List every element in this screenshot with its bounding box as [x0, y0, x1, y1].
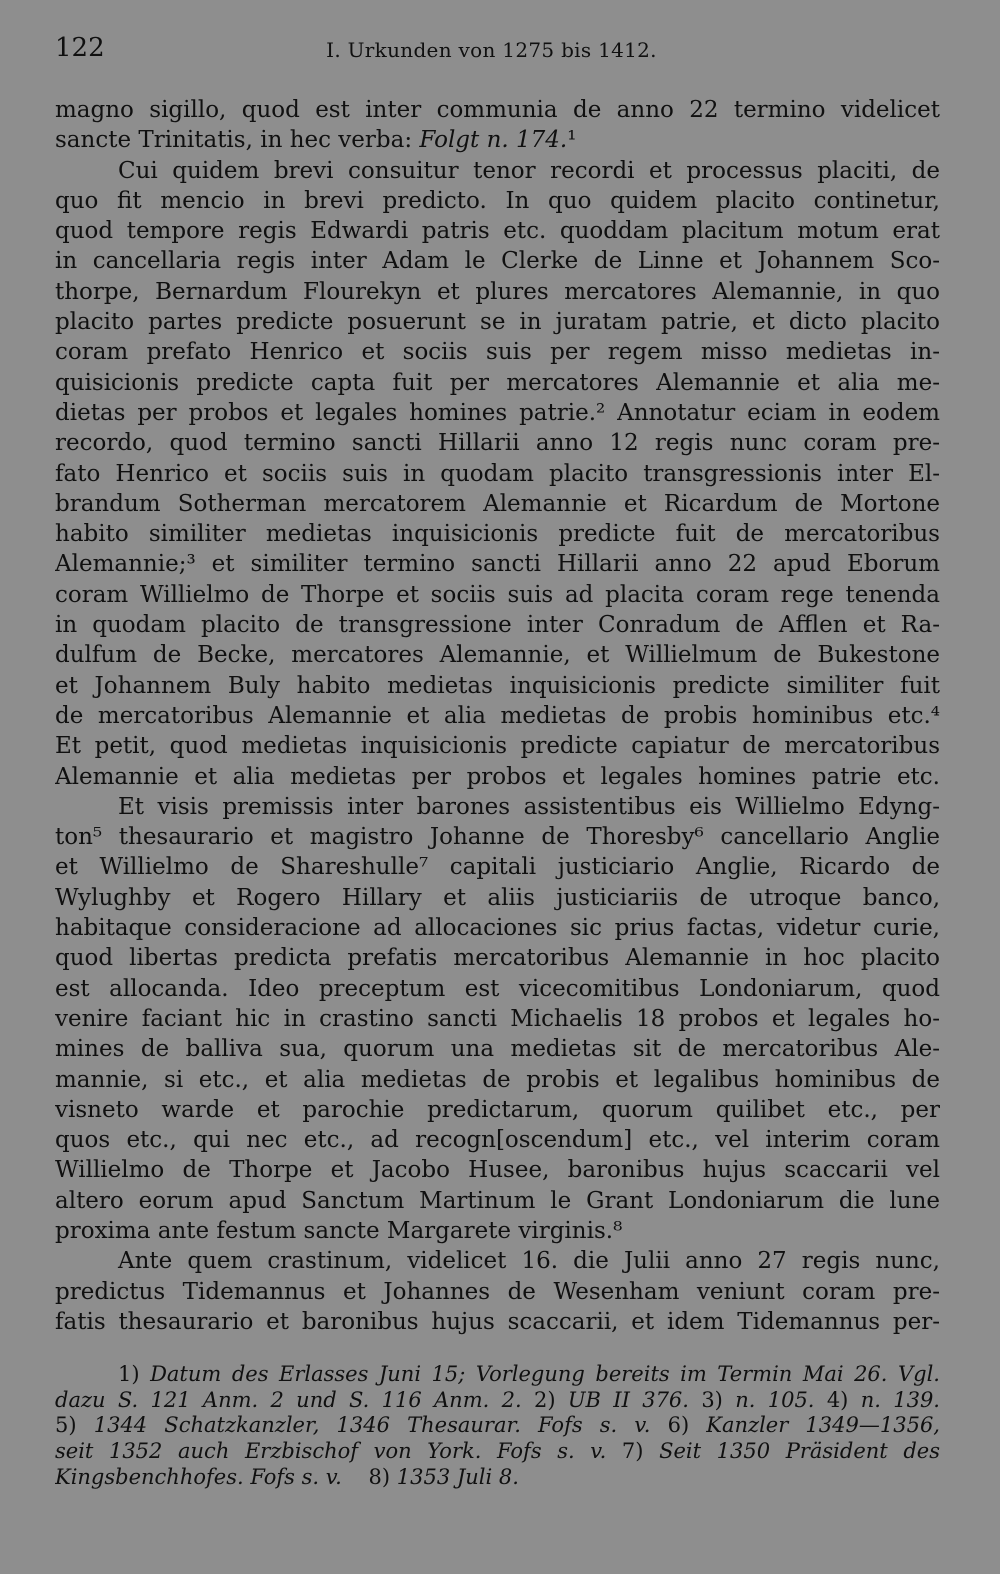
text-line: coram prefato Henrico et sociis suis per regem misso medietas in- [55, 339, 940, 366]
text-line: fato Henrico et sociis suis in quodam placito transgressionis inter El- [55, 460, 940, 487]
footnote-number: 1) [118, 1362, 140, 1386]
footnote-text: n. 139. [860, 1387, 940, 1412]
text-line: Alemannie et alia medietas per probos et legales homines patrie etc. [55, 763, 940, 790]
text-line: placito partes predicte posuerunt se in juratam patrie, et dicto placito [55, 309, 940, 336]
cross-reference: Folgt n. 174. [419, 127, 568, 154]
text-line [55, 125, 940, 155]
footnote-line [55, 1388, 940, 1414]
text-line: coram Willielmo de Thorpe et sociis suis ad placita coram rege tenenda [55, 581, 940, 608]
footnote-line [55, 1439, 940, 1465]
text-line: quo fit mencio in brevi predicto. In quo quidem placito continetur, [55, 187, 940, 214]
footnote-text: Kanzler 1349—1356, [706, 1413, 940, 1438]
text-line: magno sigillo, quod est inter communia de anno 22 termino videlicet [55, 97, 940, 123]
footnote-number: 2) [533, 1387, 556, 1412]
footnote-number: 4) [826, 1387, 849, 1412]
footnote-text: dazu S. 121 Anm. 2 und S. 116 Anm. 2. [55, 1387, 522, 1412]
text-line: Et visis premissis inter barones assistentibus eis Willielmo Edyng- [118, 793, 940, 820]
text-line: Cui quidem brevi consuitur tenor recordi et processus placiti, de [118, 157, 940, 184]
text-line: ton⁵ thesaurario et magistro Johanne de Thoresby⁶ cancellario Anglie [55, 824, 940, 851]
text-line: brandum Sotherman mercatorem Alemannie et Ricardum de Mortone [55, 490, 940, 517]
text-line: in quodam placito de transgressione inter Conradum de Afflen et Ra- [55, 612, 940, 639]
footnote-text: Seit 1350 Präsident des [659, 1439, 940, 1464]
text-line: thorpe, Bernardum Flourekyn et plures mercatores Alemannie, in quo [55, 278, 940, 305]
text-line: habito similiter medietas inquisicionis predicte fuit de mercatoribus [55, 521, 940, 548]
footnote-text: Datum des Erlasses Juni 15; Vorlegung bereits im Termin Mai 26. Vgl. [150, 1362, 940, 1386]
text-line: Et petit, quod medietas inquisicionis predicte capiatur de mercatoribus [55, 733, 940, 760]
page-number: 122 [55, 33, 105, 63]
text-line: quos etc., qui nec etc., ad recogn[oscendum] etc., vel interim coram [55, 1127, 940, 1154]
text-line: est allocanda. Ideo preceptum est vicecomitibus Londoniarum, quod [55, 975, 940, 1002]
footnotes [55, 1362, 940, 1490]
text-line: fatis thesaurario et baronibus hujus scaccarii, et idem Tidemannus per- [55, 1308, 940, 1335]
footnote-line [55, 1413, 940, 1439]
text-line: altero eorum apud Sanctum Martinum le Grant Londoniarum die lune [55, 1187, 940, 1214]
text-line: quod tempore regis Edwardi patris etc. quoddam placitum motum erat [55, 218, 940, 245]
footnote-number: 8) [368, 1464, 391, 1489]
footnote-line [55, 1465, 940, 1491]
text-segment: sancte Trinitatis, in hec verba: [55, 127, 420, 154]
text-line: dietas per probos et legales homines patrie.² Annotatur eciam in eodem [55, 399, 940, 426]
footnote-text: n. 105. [735, 1387, 815, 1412]
footnote-text: 1344 Schatzkanzler, 1346 Thesaurar. Fofs s. v. [93, 1413, 651, 1438]
text-line: quod libertas predicta prefatis mercatoribus Alemannie in hoc placito [55, 945, 940, 972]
text-line: Willielmo de Thorpe et Jacobo Husee, baronibus hujus scaccarii vel [55, 1157, 940, 1184]
text-line: quisicionis predicte capta fuit per mercatores Alemannie et alia me- [55, 369, 940, 396]
text-line: Ante quem crastinum, videlicet 16. die Julii anno 27 regis nunc, [118, 1248, 940, 1275]
footnote-marker: ¹ [567, 127, 577, 154]
footnote-text: Kingsbenchhofes. Fofs s. v. [55, 1464, 342, 1489]
footnote-text: UB II 376. [567, 1387, 689, 1412]
text-line: et Johannem Buly habito medietas inquisicionis predicte similiter fuit [55, 672, 940, 699]
footnote-number: 6) [667, 1413, 690, 1438]
text-line: visneto warde et parochie predictarum, quorum quilibet etc., per [55, 1096, 940, 1123]
text-line: et Willielmo de Shareshulle⁷ capitali justiciario Anglie, Ricardo de [55, 854, 940, 881]
footnote-text: 1353 Juli 8. [396, 1464, 519, 1489]
main-text [55, 95, 940, 1337]
text-line: proxima ante festum sancte Margarete virginis.⁸ [55, 1217, 623, 1244]
footnote-text: seit 1352 auch Erzbischof von York. Fofs s. v. [55, 1439, 607, 1464]
footnote-number: 5) [55, 1413, 77, 1438]
text-line: de mercatoribus Alemannie et alia medietas de probis hominibus etc.⁴ [55, 702, 940, 729]
text-line: habitaque consideracione ad allocaciones sic prius factas, videtur curie, [55, 915, 940, 942]
text-line: predictus Tidemannus et Johannes de Wesenham veniunt coram pre- [55, 1278, 940, 1305]
text-line: Alemannie;³ et similiter termino sancti Hillarii anno 22 apud Eborum [55, 551, 940, 578]
text-line: dulfum de Becke, mercatores Alemannie, et Willielmum de Bukestone [55, 642, 940, 669]
running-title: I. Urkunden von 1275 bis 1412. [326, 38, 657, 62]
footnote-number: 7) [621, 1439, 644, 1464]
footnote-line [55, 1362, 940, 1388]
footnote-number: 3) [701, 1387, 723, 1412]
text-line: in cancellaria regis inter Adam le Clerke de Linne et Johannem Sco- [55, 248, 940, 275]
text-line: venire faciant hic in crastino sancti Michaelis 18 probos et legales ho- [55, 1005, 940, 1032]
text-line: Wylughby et Rogero Hillary et aliis justiciariis de utroque banco, [55, 884, 940, 911]
text-line: mines de balliva sua, quorum una medietas sit de mercatoribus Ale- [55, 1036, 940, 1063]
text-line: mannie, si etc., et alia medietas de probis et legalibus hominibus de [55, 1066, 940, 1093]
text-line: recordo, quod termino sancti Hillarii anno 12 regis nunc coram pre- [55, 430, 940, 457]
